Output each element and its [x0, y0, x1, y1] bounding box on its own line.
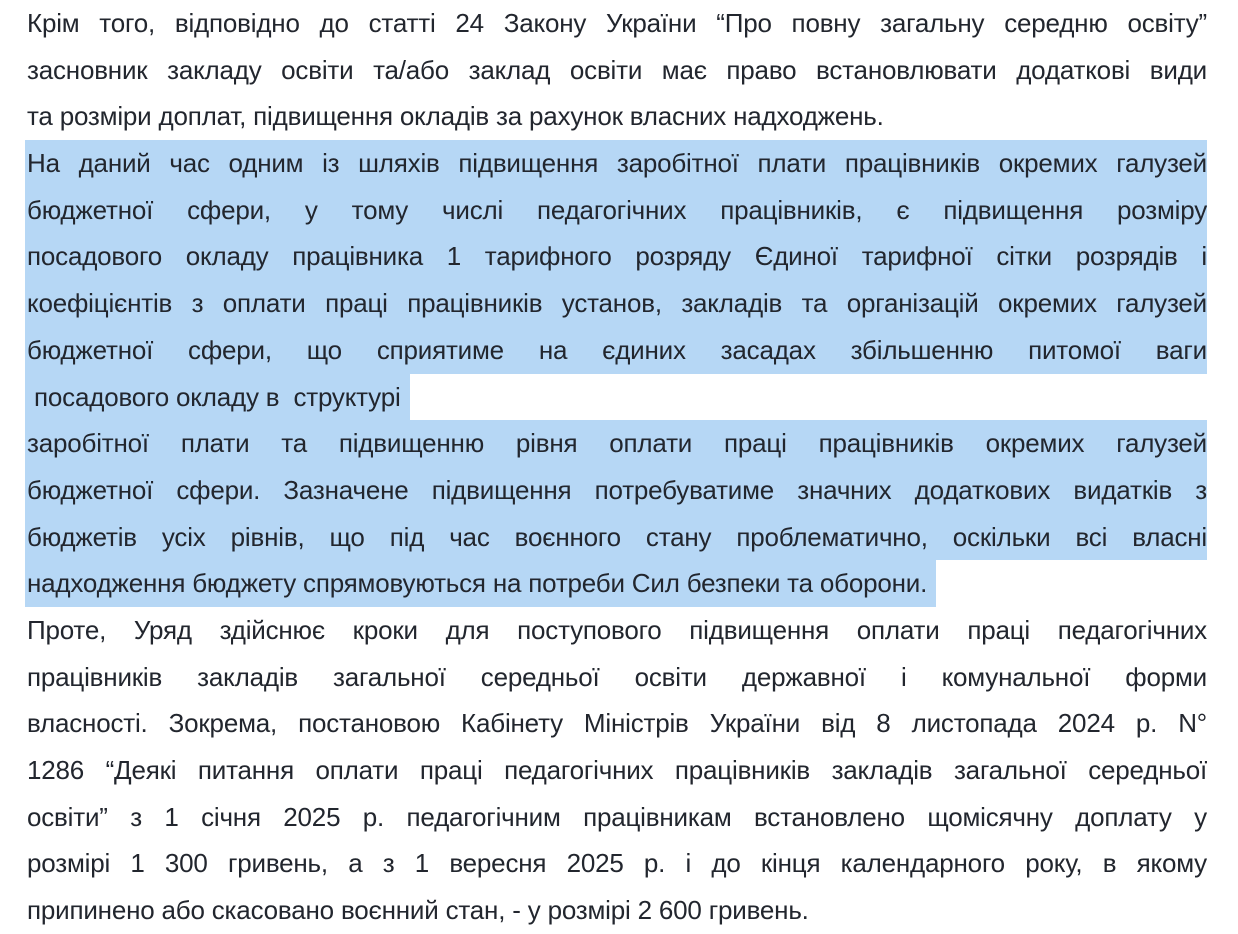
document-lines [25, 0, 1207, 934]
text-line: Крім того, відповідно до статті 24 Закону України “Про повну загальну середню освіту” [27, 8, 1207, 38]
text-line: та розміри доплат, підвищення окладів за рахунок власних надходжень. [27, 101, 884, 132]
highlight-span: надходження бюджету спрямовуються на потреби Сил безпеки та оборони. [25, 560, 936, 607]
highlighted-text-line: бюджетної сфери. Зазначене підвищення потребуватиме значних додаткових видатків з [25, 467, 1207, 514]
highlighted-text-line: бюджетної сфери, у тому числі педагогічних працівників, є підвищення розміру [25, 187, 1207, 234]
text-line: власності. Зокрема, постановою Кабінету Міністрів України від 8 листопада 2024 р. N° [27, 708, 1207, 739]
highlighted-text-line [25, 560, 1207, 607]
highlighted-text-line: посадового окладу працівника 1 тарифного розряду Єдиної тарифної сітки розрядів і [25, 233, 1207, 280]
highlighted-text-line: бюджетів усіх рівнів, що під час воєнного стану проблематично, оскільки всі власні [25, 514, 1207, 561]
highlighted-text-line: бюджетної сфери, що сприятиме на єдиних засадах збільшенню питомої ваги [25, 327, 1207, 374]
text-line: розмірі 1 300 гривень, а з 1 вересня 2025 р. і до кінця календарного року, в якому [27, 848, 1207, 879]
highlight-span: посадового окладу в структурі [25, 374, 410, 421]
highlighted-text-line: коефіцієнтів з оплати праці працівників установ, закладів та організацій окремих галузей [25, 280, 1207, 327]
text-line: засновник закладу освіти та/або заклад освіти має право встановлювати додаткові види [27, 54, 1207, 85]
text-line: 1286 “Деякі питання оплати праці педагогічних працівників закладів загальної середньої [27, 755, 1207, 785]
text-line: працівників закладів загальної середньої освіти державної і комунальної форми [27, 661, 1207, 692]
text-line: Проте, Уряд здійснює кроки для поступового підвищення оплати праці педагогічних [27, 614, 1207, 645]
highlighted-text-line: заробітної плати та підвищенню рівня оплати праці працівників окремих галузей [25, 420, 1207, 467]
text-line: припинено або скасовано воєнний стан, - у розмірі 2 600 гривень. [27, 895, 809, 926]
text-line: освіти” з 1 січня 2025 р. педагогічним працівникам встановлено щомісячну доплату у [27, 801, 1207, 832]
highlighted-text-line [25, 374, 1207, 421]
highlighted-text-line: На даний час одним із шляхів підвищення заробітної плати працівників окремих галузей [25, 140, 1207, 187]
